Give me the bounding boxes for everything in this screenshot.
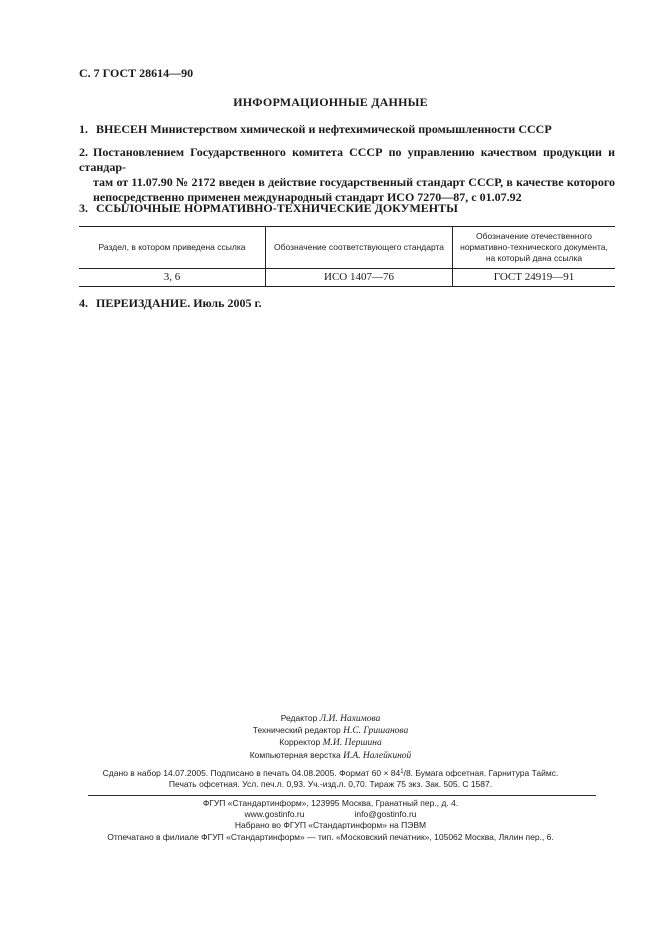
publication-details — [0, 767, 661, 790]
website-link[interactable]: www.gostinfo.ru — [244, 809, 305, 820]
editor-line: Редактор Л.И. Нахимова — [280, 713, 381, 724]
item-number: 2. — [79, 145, 88, 159]
item-text-line: непосредственно применен международный стандарт ИСО 7270—87, с 01.07.92 — [93, 190, 522, 204]
tech-editor-line: Технический редактор Н.С. Гришанова — [252, 725, 409, 737]
contacts-line — [0, 809, 661, 820]
column-header: Раздел, в котором приведена ссылка — [79, 227, 266, 269]
column-header: Обозначение соответствующего стандарта — [266, 227, 453, 269]
item-number: 1. — [79, 122, 88, 136]
organization-address: ФГУП «Стандартинформ», 123995 Москва, Гранатный пер., д. 4. — [202, 798, 459, 808]
item-text-line: 2. Постановлением Государственного комитета СССР по управлению качеством продукции и стандар- — [79, 145, 615, 174]
divider — [88, 795, 596, 796]
item-text: ССЫЛОЧНЫЕ НОРМАТИВНО-ТЕХНИЧЕСКИЕ ДОКУМЕНТЫ — [96, 201, 458, 215]
table-cell: ИСО 1407—76 — [266, 269, 453, 287]
organization-block — [0, 798, 661, 843]
table-header-row — [79, 227, 615, 269]
info-item-4 — [79, 296, 615, 311]
publication-line: Печать офсетная. Усл. печ.л. 0,93. Уч.-изд.л. 0,70. Тираж 75 экз. Зак. 505. С 1587. — [168, 779, 493, 790]
reference-table — [79, 226, 615, 287]
typeset-line: Набрано во ФГУП «Стандартинформ» на ПЭВМ — [234, 820, 427, 831]
column-header: Обозначение отечественного нормативно-технического документа, на который дана ссылка — [453, 227, 616, 269]
item-text: ПЕРЕИЗДАНИЕ. Июль 2005 г. — [96, 296, 262, 310]
publication-line: Сдано в набор 14.07.2005. Подписано в печать 04.08.2005. Формат $60 \times 84^1/8$. Бумага офсетная. Гарнитура Таймс. — [102, 768, 559, 778]
info-item-2 — [79, 145, 615, 205]
section-title: ИНФОРМАЦИОННЫЕ ДАННЫЕ — [233, 95, 428, 109]
table-cell: 3, 6 — [79, 269, 266, 287]
table-cell: ГОСТ 24919—91 — [453, 269, 616, 287]
item-text-line: там от 11.07.90 № 2172 введен в действие государственный стандарт СССР, в качестве которого — [93, 175, 615, 189]
item-number: 4. — [79, 296, 88, 310]
editors-block — [0, 713, 661, 762]
layout-line: Компьютерная верстка И.А. Налейкиной — [249, 749, 412, 761]
info-item-3 — [79, 201, 615, 216]
corrector-line: Корректор М.И. Першина — [279, 737, 382, 749]
printed-line: Отпечатано в филиале ФГУП «Стандартинформ» — тип. «Московский печатник», 105062 Москва, Лялин пер., 6. — [107, 831, 554, 842]
email-link[interactable]: info@gostinfo.ru — [354, 809, 417, 820]
table-row — [79, 269, 615, 287]
item-text: ВНЕСЕН Министерством химической и нефтехимической промышленности СССР — [96, 122, 552, 136]
info-item-1 — [79, 122, 615, 137]
page-header: С. 7 ГОСТ 28614—90 — [79, 66, 194, 80]
item-number: 3. — [79, 201, 88, 215]
